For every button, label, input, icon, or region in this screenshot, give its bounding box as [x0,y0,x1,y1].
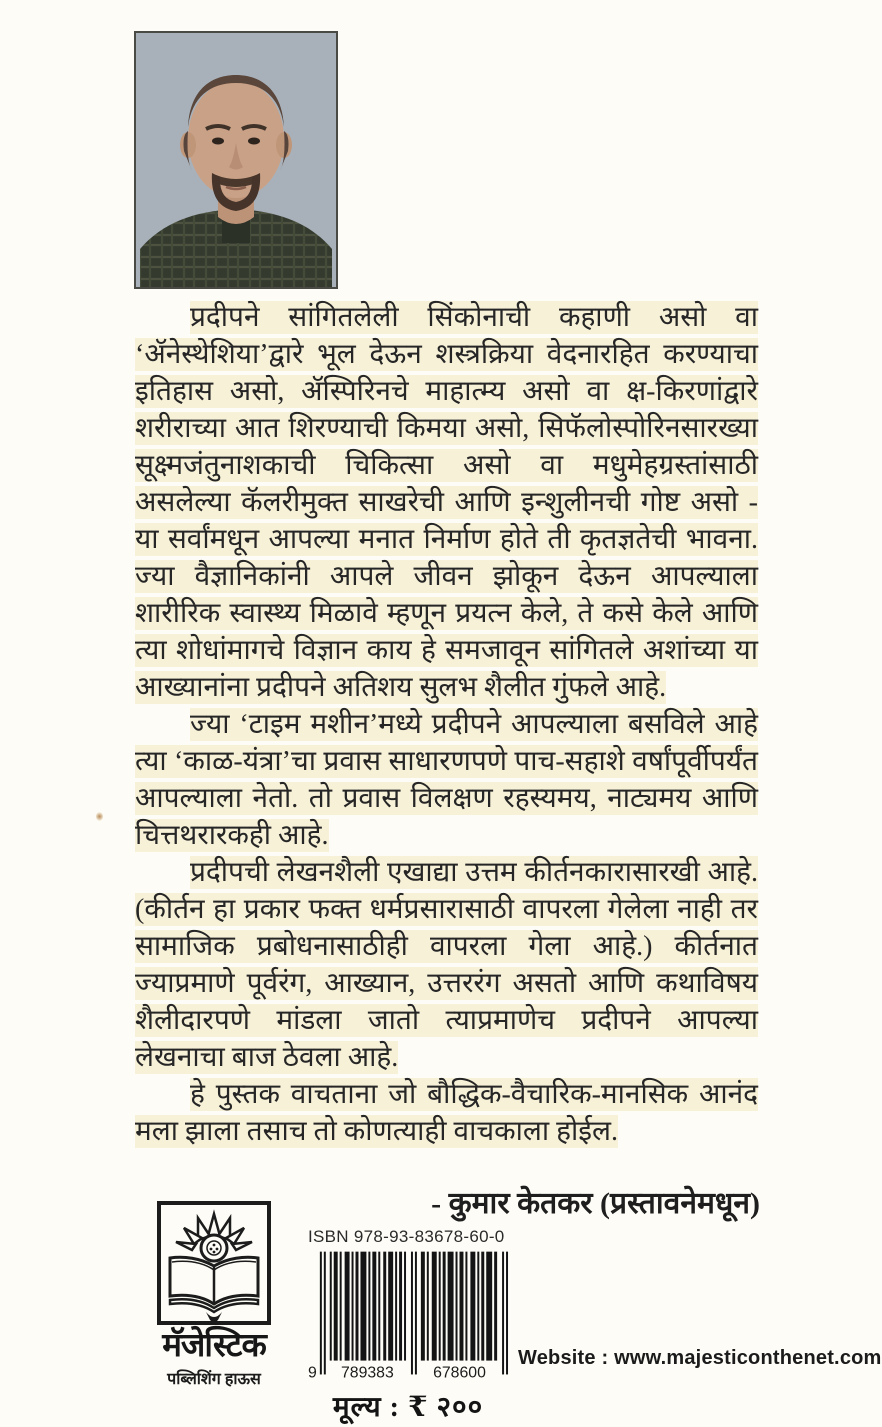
barcode-digit-group: 9 [307,1364,317,1382]
paragraph-text: हे पुस्तक वाचताना जो बौद्धिक-वैचारिक-मानसिक आनंद मला झाला तसाच तो कोणत्याही वाचकाला होईल. [135,1079,758,1147]
author-portrait-illustration [134,31,338,289]
author-photo [134,31,338,289]
paragraph [135,706,758,854]
barcode-digit-group: 789383 [340,1364,394,1382]
publisher-name: मॅजेस्टिक [162,1328,266,1364]
paragraph-text: प्रदीपने सांगितलेली सिंकोनाची कहाणी असो वा ‘ॲनेस्थेशिया’द्वारे भूल देऊन शस्त्रक्रिया वेदनारहित करण्याचा इतिहास असो, ॲस्पिरिनचे माहात्म्य असो वा क्ष-किरणांद्वारे शरीराच्या आत शिरण्याची किमया असो, सिफॅलोस्पोरिनसारख्या सूक्ष्मजंतुनाशकाची चिकित्सा असो वा मधुमेहग्रस्तांसाठी असलेल्या कॅलरीमुक्त साखरेची आणि इन्शुलीनची गोष्ट असो - या सर्वांमधून आपल्या मनात निर्माण होते ती कृतज्ञतेची भावना. ज्या वैज्ञानिकांनी आपले जीवन झोकून देऊन आपल्याला शारीरिक स्वास्थ्य मिळावे म्हणून प्रयत्न केले, ते कसे केले आणि त्या शोधांमागचे विज्ञान काय हे समजावून सांगितले अशांच्या या आख्यानांना प्रदीपने अतिशय सुलभ शैलीत गुंफले आहे. [135,302,758,703]
scan-artifact [96,812,103,821]
publisher-subtitle: पब्लिशिंग हाऊस [167,1370,261,1388]
isbn-block [306,1227,520,1425]
barcode-digit-group: 678600 [433,1364,486,1382]
blurb-text [135,299,758,1150]
price-label: मूल्य : ₹ २०० [332,1392,484,1423]
website-label: Website : www.majesticonthenet.com [518,1347,882,1369]
isbn-label: ISBN 978-93-83678-60-0 [308,1227,505,1246]
paragraph [135,854,758,1076]
open-book-sunflower-icon [156,1200,272,1326]
paragraph [135,299,758,706]
paragraph-text: ज्या ‘टाइम मशीन’मध्ये प्रदीपने आपल्याला बसविले आहे त्या ‘काळ-यंत्रा’चा प्रवास साधारणपणे पाच-सहाशे वर्षांपूर्वीपर्यंत आपल्याला नेतो. तो प्रवास विलक्षण रहस्यमय, नाट्यमय आणि चित्तथरारकही आहे. [135,709,758,851]
publisher-logo [144,1200,284,1389]
barcode [306,1251,510,1385]
paragraph-text: प्रदीपची लेखनशैली एखाद्या उत्तम कीर्तनकारासारखी आहे. (कीर्तन हा प्रकार फक्त धर्मप्रसारासाठी वापरला गेलेला नाही तर सामाजिक प्रबोधनासाठीही वापरला गेला आहे.) कीर्तनात ज्याप्रमाणे पूर्वरंग, आख्यान, उत्तररंग असतो आणि कथाविषय शैलीदारपणे मांडला जातो त्याप्रमाणेच प्रदीपने आपल्या लेखनाचा बाज ठेवला आहे. [135,857,758,1073]
paragraph [135,1076,758,1150]
attribution: - कुमार केतकर (प्रस्तावनेमधून) [431,1187,760,1220]
